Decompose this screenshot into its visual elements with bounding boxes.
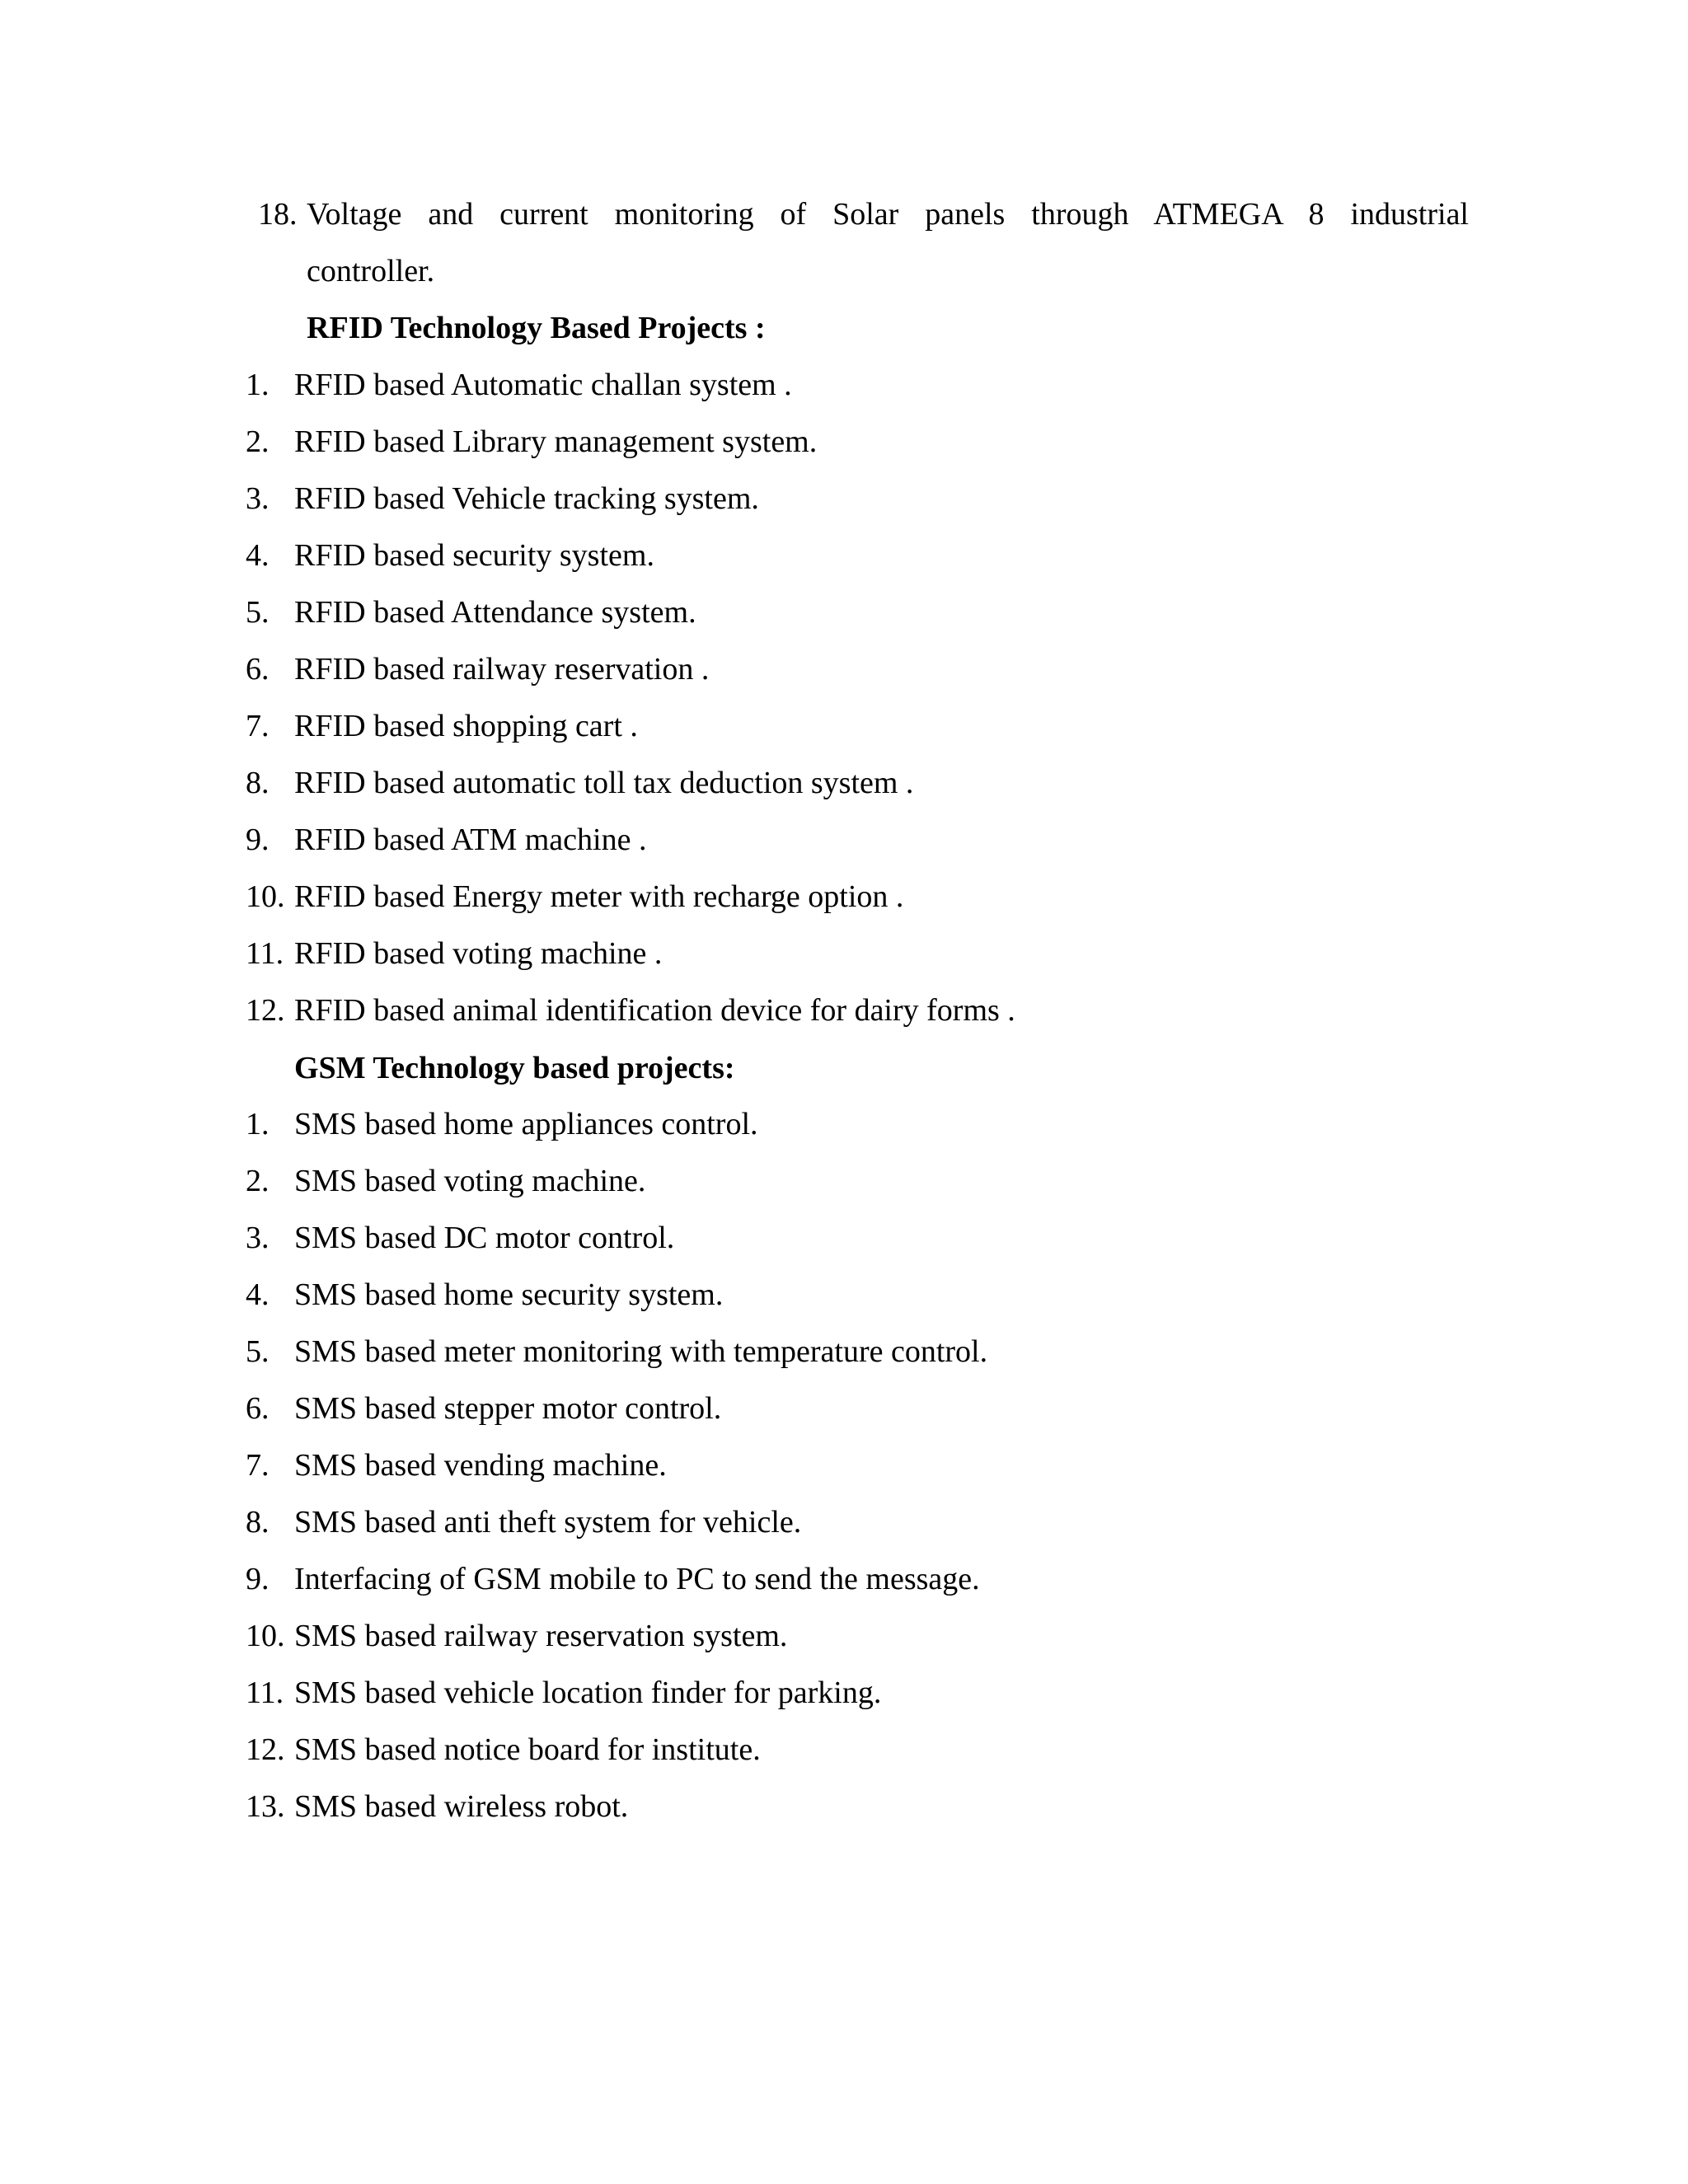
- intro-item-text: Voltage and current monitoring of Solar panels through ATMEGA 8 industrial: [307, 197, 1469, 232]
- intro-item-continuation: controller.: [307, 254, 435, 288]
- document-page: 18. Voltage and current monitoring of Solar panels through ATMEGA 8 industrial controller. RFID Technology Based Projects : 1. RFID based Automatic challan system . 2. RFID based Library management system. 3. RFID based Vehicle tracking system. 4. RFID based security system. 5. RFID based Attendance system. 6. RFID based railway reservation . 7. RFID based shopping cart . 8. RFID based automatic toll tax deduction system . 9. RFID based ATM machine . 10. RFID based Energy meter with recharge option . 11. RFID based voting machine . 12. RFID based animal identification device for dairy forms . GSM Technology based projects: 1. SMS based home appliances control. 2. SMS based voting machine. 3. SMS based DC motor control. 4. SMS based home security system. 5. SMS based meter monitoring with temperature control. 6. SMS based stepper motor control. 7. SMS based vending machine. 8. SMS based anti theft system for vehicle. 9. Interfacing of GSM mobile to PC to send the message. 10. SMS based railway reservation system. 11. SMS based vehicle location finder for parking. 12. SMS based notice board for institute. 13. SMS based wireless robot.: [0, 0, 1688, 2184]
- intro-item-number: 18.: [258, 197, 298, 232]
